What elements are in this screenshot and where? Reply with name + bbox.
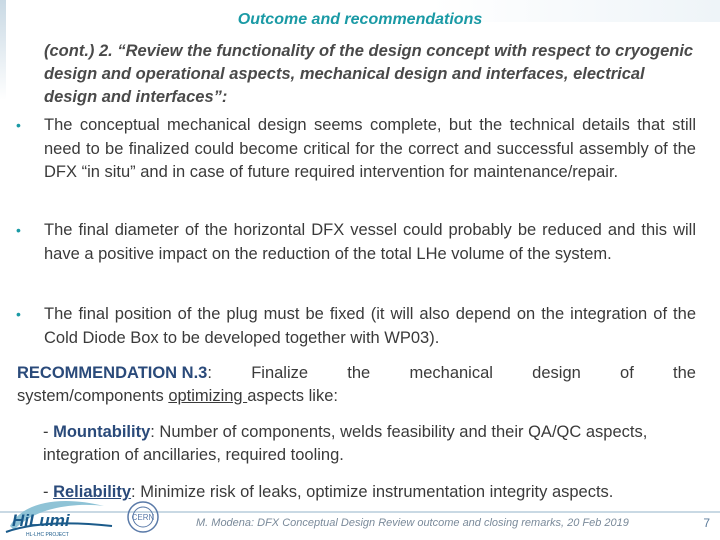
hilumi-logo-subtext: HL-LHC PROJECT: [26, 532, 69, 538]
recommendation-line2-end: aspects like:: [247, 387, 338, 405]
bullet-item: [16, 219, 696, 266]
cern-logo-text: CERN: [131, 513, 155, 522]
recommendation-underlined: optimizing: [168, 387, 248, 405]
recommendation: [17, 362, 696, 408]
intro-text: (cont.) 2. “Review the functionality of the design concept with respect to cryogenic design and operational aspects, mechanical design and interfaces, electrical design and interfaces”:: [44, 42, 694, 106]
bullet-dot-icon: •: [16, 306, 21, 322]
page-number: 7: [703, 516, 710, 530]
cern-logo: [126, 500, 160, 534]
recommendation-line-1: [17, 362, 696, 385]
aspect-label: Reliability: [53, 483, 132, 501]
recommendation-word: design: [532, 364, 581, 382]
footer-text: M. Modena: DFX Conceptual Design Review outcome and closing remarks, 20 Feb 2019: [196, 517, 629, 529]
bullet-dot-icon: •: [16, 117, 21, 133]
aspect-text: : Minimize risk of leaks, optimize instrumentation integrity aspects.: [131, 483, 614, 501]
hilumi-logo: [4, 496, 114, 538]
aspect-item: [17, 481, 703, 504]
bullet-dot-icon: •: [16, 222, 21, 238]
recommendation-label: RECOMMENDATION N.3: [17, 364, 208, 382]
recommendation-word: the: [673, 364, 696, 382]
aspect-text: : Number of components, welds feasibility and their QA/QC aspects, integration of ancillaries, required tooling.: [43, 423, 648, 464]
slide-title: Outcome and recommendations: [237, 11, 483, 28]
bullet-text: The conceptual mechanical design seems complete, but the technical details that still need to be finalized could become critical for the correct and successful assembly of the DFX “in situ” and in case of future required intervention for maintenance/repair.: [44, 116, 696, 181]
recommendation-line2-start: system/components: [17, 387, 169, 405]
bullet-item: [16, 114, 696, 185]
aspect-item: [17, 421, 696, 467]
aspect-label: Mountability: [53, 423, 151, 441]
recommendation-word: of: [620, 364, 634, 382]
hilumi-logo-text: HiLumi: [12, 511, 70, 530]
recommendation-word: mechanical: [409, 364, 493, 382]
aspect-prefix: -: [43, 483, 54, 501]
recommendation-colon: :: [207, 364, 212, 382]
recommendation-word: Finalize: [251, 364, 309, 382]
recommendation-heading: [17, 362, 212, 385]
bullet-text: The final diameter of the horizontal DFX vessel could probably be reduced and this will have a positive impact on the reduction of the total LHe volume of the system.: [44, 221, 696, 263]
aspect-prefix: -: [43, 423, 54, 441]
recommendation-line-2: [17, 385, 696, 408]
bullet-item: [16, 303, 696, 350]
recommendation-word: the: [347, 364, 371, 382]
bullet-text: The final position of the plug must be fixed (it will also depend on the integration of the Cold Diode Box to be developed together with WP03).: [44, 305, 696, 347]
